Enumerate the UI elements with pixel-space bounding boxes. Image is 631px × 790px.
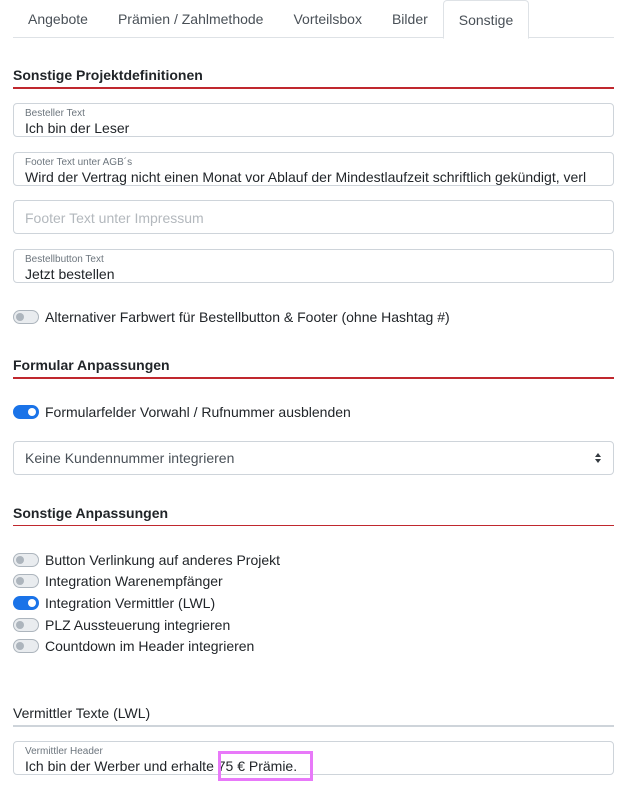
vermittler-header-field[interactable] xyxy=(13,741,614,775)
toggle-row-warenempfaenger xyxy=(13,572,223,590)
vermittler-toggle[interactable] xyxy=(13,596,39,610)
alt-color-toggle-row xyxy=(13,308,450,326)
toggle-knob xyxy=(28,599,36,607)
toggle-knob xyxy=(16,577,24,585)
vorwahl-toggle[interactable] xyxy=(13,405,39,419)
tab-bilder[interactable]: Bilder xyxy=(391,11,428,27)
footer-agb-label: Footer Text unter AGB´s xyxy=(25,157,133,168)
besteller-text-label: Besteller Text xyxy=(25,108,85,119)
select-updown-icon xyxy=(594,451,602,465)
footer-impressum-placeholder: Footer Text unter Impressum xyxy=(25,210,204,226)
toggle-row-button-verlinkung xyxy=(13,551,280,569)
kundennummer-select-value: Keine Kundennummer integrieren xyxy=(25,450,235,466)
toggle-knob xyxy=(16,642,24,650)
toggle-row-plz xyxy=(13,616,230,634)
section-title-vermittler-texte: Vermittler Texte (LWL) xyxy=(13,705,614,727)
bestellbutton-text-field[interactable] xyxy=(13,249,614,283)
toggle-knob xyxy=(16,556,24,564)
toggle-knob xyxy=(28,408,36,416)
vermittler-header-label: Vermittler Header xyxy=(25,746,103,757)
countdown-toggle[interactable] xyxy=(13,639,39,653)
bestellbutton-text-value: Jetzt bestellen xyxy=(25,266,115,282)
warenempfaenger-label: Integration Warenempfänger xyxy=(45,573,223,589)
button-verlinkung-toggle[interactable] xyxy=(13,553,39,567)
plz-toggle[interactable] xyxy=(13,618,39,632)
tab-angebote[interactable]: Angebote xyxy=(28,11,88,27)
vermittler-label: Integration Vermittler (LWL) xyxy=(45,595,216,611)
vermittler-header-value: Ich bin der Werber und erhalte 75 € Prämie. xyxy=(25,758,298,774)
highlight-box xyxy=(218,751,313,781)
alt-color-toggle-label: Alternativer Farbwert für Bestellbutton & Footer (ohne Hashtag #) xyxy=(45,309,450,325)
tab-sonstige[interactable]: Sonstige xyxy=(443,0,529,39)
bestellbutton-text-label: Bestellbutton Text xyxy=(25,254,104,265)
footer-impressum-field[interactable] xyxy=(13,200,614,234)
toggle-row-countdown xyxy=(13,637,254,655)
besteller-text-value: Ich bin der Leser xyxy=(25,120,130,136)
footer-agb-field[interactable] xyxy=(13,152,614,186)
countdown-label: Countdown im Header integrieren xyxy=(45,638,255,654)
section-title-sonstige-anpassungen: Sonstige Anpassungen xyxy=(13,505,614,526)
footer-agb-value: Wird der Vertrag nicht einen Monat vor Ablauf der Mindestlaufzeit schriftlich gekündigt, verl xyxy=(25,169,587,185)
tab-bar xyxy=(13,0,614,38)
section-title-formular-anpassungen: Formular Anpassungen xyxy=(13,357,614,379)
vorwahl-toggle-label: Formularfelder Vorwahl / Rufnummer ausblenden xyxy=(45,404,351,420)
button-verlinkung-label: Button Verlinkung auf anderes Projekt xyxy=(45,552,281,568)
toggle-knob xyxy=(16,313,24,321)
vorwahl-toggle-row xyxy=(13,403,351,421)
tab-praemien-zahlmethode[interactable]: Prämien / Zahlmethode xyxy=(117,11,264,27)
toggle-row-vermittler xyxy=(13,594,215,612)
toggle-knob xyxy=(16,621,24,629)
kundennummer-select[interactable] xyxy=(13,441,614,475)
alt-color-toggle[interactable] xyxy=(13,310,39,324)
warenempfaenger-toggle[interactable] xyxy=(13,574,39,588)
tab-vorteilsbox[interactable]: Vorteilsbox xyxy=(293,11,362,27)
besteller-text-field[interactable] xyxy=(13,103,614,137)
section-title-projektdefinitionen: Sonstige Projektdefinitionen xyxy=(13,67,614,89)
plz-label: PLZ Aussteuerung integrieren xyxy=(45,617,231,633)
